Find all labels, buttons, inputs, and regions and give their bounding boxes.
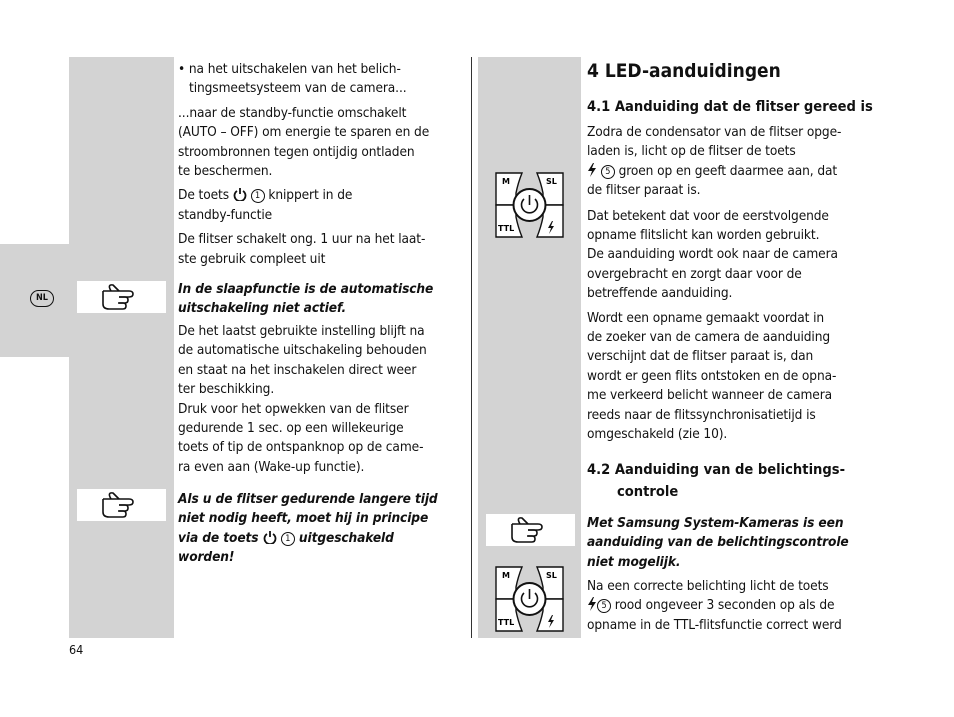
note-2-text xyxy=(178,490,466,568)
paragraph-line: ...naar de standby-functie omschakelt xyxy=(178,104,407,121)
paragraph-line: Druk voor het opwekken van de flitser xyxy=(178,400,409,417)
flash-icon xyxy=(587,163,597,177)
note-line: Met Samsung System-Kameras is een xyxy=(587,515,844,531)
paragraph-line: ra even aan (Wake-up functie). xyxy=(178,458,365,475)
circled-number: 1 xyxy=(251,189,265,203)
paragraph-line: Dat betekent dat voor de eerstvolgende xyxy=(587,207,829,224)
right-text-block-1 xyxy=(587,123,877,445)
left-text-block-1 xyxy=(178,60,466,269)
button-diagram-1 xyxy=(492,169,567,241)
pointing-hand-icon xyxy=(77,489,166,521)
paragraph-line: laden is, licht op de flitser de toets xyxy=(587,143,796,160)
paragraph-line: me verkeerd belicht wanneer de camera xyxy=(587,387,833,404)
paragraph-line: De toets 1 knippert in de xyxy=(178,187,353,204)
paragraph-line: de automatische uitschakeling behouden xyxy=(178,342,427,359)
paragraph-line: opname flitslicht kan worden gebruikt. xyxy=(587,227,820,244)
left-margin-column xyxy=(69,57,174,638)
subsection-heading-1: 4.1 Aanduiding dat de flitser gereed is xyxy=(587,98,873,115)
column-divider xyxy=(471,57,472,638)
paragraph-line: 5 rood ongeveer 3 seconden op als de xyxy=(587,596,877,615)
paragraph-line: De flitser schakelt ong. 1 uur na het laat- xyxy=(178,231,426,248)
paragraph-line: Na een correcte belichting licht de toets xyxy=(587,578,829,594)
paragraph-line: stroombronnen tegen ontijdig ontladen xyxy=(178,143,415,160)
pointing-hand-icon xyxy=(77,281,166,313)
paragraph-line: standby-functie xyxy=(178,206,273,223)
power-icon xyxy=(233,187,247,201)
note-line: niet mogelijk. xyxy=(587,553,681,570)
paragraph-line: opname in de TTL-flitsfunctie correct werd xyxy=(587,616,842,633)
m-label: M xyxy=(502,571,510,580)
paragraph-line: ter beschikking. xyxy=(178,381,275,398)
paragraph-line: De het laatst gebruikte instelling blijft na xyxy=(178,323,425,339)
paragraph-line: betreffende aanduiding. xyxy=(587,285,733,302)
note-box-2 xyxy=(77,489,166,521)
paragraph-line: (AUTO – OFF) om energie te sparen en de xyxy=(178,124,430,141)
paragraph-line: verschijnt dat de flitser paraat is, dan xyxy=(587,348,814,365)
sl-label: SL xyxy=(546,571,557,580)
note-line: via de toets 1 uitgeschakeld xyxy=(178,529,394,546)
paragraph-line: en staat na het inschakelen direct weer xyxy=(178,361,417,378)
subsection-heading-2: 4.2 Aanduiding van de belichtings- controle xyxy=(587,461,846,500)
note-line: aanduiding van de belichtingscontrole xyxy=(587,534,849,551)
paragraph-line: te beschermen. xyxy=(178,163,273,180)
paragraph-line: overgebracht en zorgt daar voor de xyxy=(587,265,802,282)
note-box-1 xyxy=(77,281,166,313)
paragraph-line: de zoeker van de camera de aanduiding xyxy=(587,329,831,346)
pointing-hand-icon xyxy=(486,514,575,546)
note-line: uitschakeling niet actief. xyxy=(178,300,347,317)
page-number: 64 xyxy=(69,642,84,657)
right-text-block-2 xyxy=(587,577,877,635)
note-line: In de slaapfunctie is de automatische xyxy=(178,281,434,297)
paragraph-line: de flitser paraat is. xyxy=(587,182,701,199)
note-line: worden! xyxy=(178,549,235,566)
paragraph-line: Zodra de condensator van de flitser opge- xyxy=(587,124,842,140)
power-icon xyxy=(263,530,277,544)
language-badge: NL xyxy=(30,290,54,307)
button-diagram-2 xyxy=(492,563,567,635)
circled-number: 5 xyxy=(601,165,615,179)
bullet-line: tingsmeetsysteem van de camera... xyxy=(189,80,407,97)
section-heading: 4 LED-aanduidingen xyxy=(587,60,781,82)
ttl-label: TTL xyxy=(498,618,515,627)
left-text-block-2 xyxy=(178,322,468,477)
paragraph-line: De aanduiding wordt ook naar de camera xyxy=(587,246,838,263)
paragraph-line: reeds naar de flitssynchronisatietijd is xyxy=(587,406,816,423)
note-line: niet nodig heeft, moet hij in principe xyxy=(178,510,429,527)
note-1-text xyxy=(178,280,466,319)
right-margin-column xyxy=(478,57,581,638)
note-3-text xyxy=(587,514,877,572)
circled-number: 1 xyxy=(281,532,295,546)
bullet-line: • na het uitschakelen van het belich- xyxy=(178,61,401,77)
m-label: M xyxy=(502,177,510,186)
note-line: Als u de flitser gedurende langere tijd xyxy=(178,491,438,507)
paragraph-line: gedurende 1 sec. op een willekeurige xyxy=(178,420,404,437)
note-box-3 xyxy=(486,514,575,546)
paragraph-line: toets of tip de ontspanknop op de came- xyxy=(178,439,424,456)
paragraph-line: 5 groen op en geeft daarmee aan, dat xyxy=(587,162,877,181)
ttl-label: TTL xyxy=(498,224,515,233)
paragraph-line: ste gebruik compleet uit xyxy=(178,250,326,267)
flash-icon xyxy=(587,597,597,611)
paragraph-line: wordt er geen flits ontstoken en de opna- xyxy=(587,367,837,384)
circled-number: 5 xyxy=(597,599,611,613)
paragraph-line: omgeschakeld (zie 10). xyxy=(587,426,728,443)
paragraph-line: Wordt een opname gemaakt voordat in xyxy=(587,309,825,326)
sl-label: SL xyxy=(546,177,557,186)
